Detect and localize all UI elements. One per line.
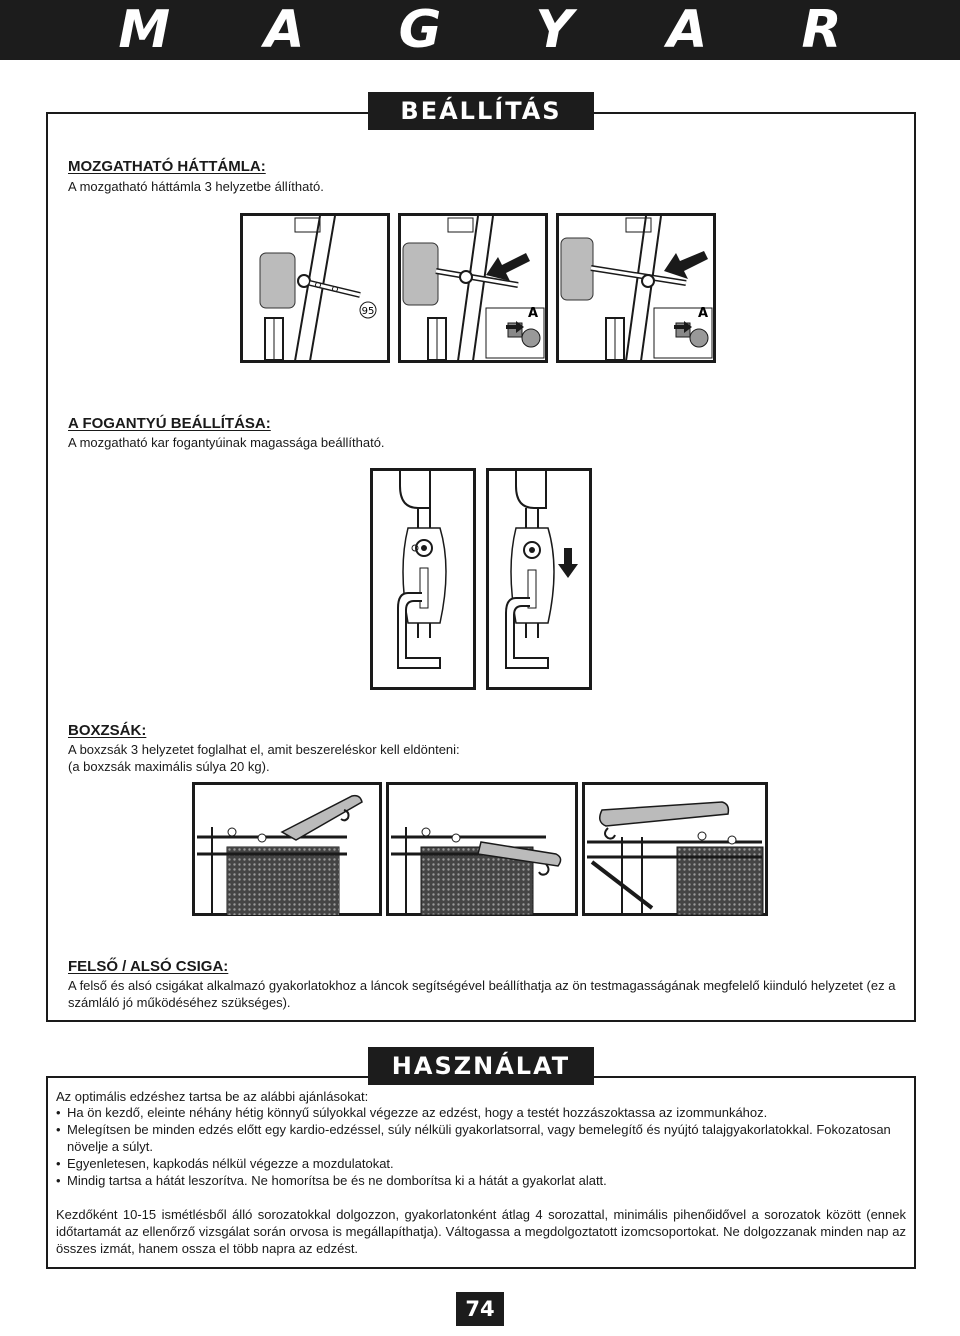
boxing-line2: (a boxzsák maximális súlya 20 kg). — [68, 759, 270, 774]
backrest-text: A mozgatható háttámla 3 helyzetbe állítható. — [68, 179, 324, 194]
usage-paragraph: Kezdőként 10-15 ismétlésből álló sorozatokkal dolgozzon, gyakorlatonként átlag 4 sorozattal, minimális pihenőidővel a sorozatok között (ennek időtartamát az ellenőrző vizsgálat során orvosa is megállapíthatja). Váltogassa a megdolgoztatott izomcsoportokat. Ne dolgozzanak minden nap az összes izmát, hanem ossza el több napra az edzést. — [56, 1207, 906, 1256]
backrest-figure-3 — [556, 213, 716, 363]
part-number-label: 95 — [361, 306, 375, 317]
usage-intro: Az optimális edzéshez tartsa be az alábbi ajánlásokat: — [56, 1089, 369, 1104]
label-a-fig3: A — [698, 306, 709, 321]
usage-bullet: • Ha ön kezdő, eleinte néhány hétig könnyű súlyokkal végezze az edzést, hogy a testét hozzászoktassa az izommunkához. — [56, 1104, 908, 1121]
boxing-figure-1 — [192, 782, 382, 916]
handle-heading: A FOGANTYÚ BEÁLLÍTÁSA: — [68, 415, 271, 432]
boxing-figure-2 — [386, 782, 578, 916]
usage-bullet: • Melegítsen be minden edzés előtt egy kardio-edzéssel, súly nélküli gyakorlatsorral, vagy bemelegítő és nyújtó talajgyakorlatokkal. Fokozatosan növelje a súlyt. — [56, 1121, 908, 1155]
backrest-figure-2 — [398, 213, 548, 363]
handle-figure-2 — [486, 468, 592, 690]
boxing-figure-3 — [582, 782, 768, 916]
backrest-figure-1 — [240, 213, 390, 363]
boxing-heading: BOXZSÁK: — [68, 722, 147, 739]
language-header — [0, 0, 960, 60]
pulley-heading: FELSŐ / ALSÓ CSIGA: — [68, 958, 229, 975]
page-number: 74 — [456, 1292, 504, 1326]
boxing-line1: A boxzsák 3 helyzetet foglalhat el, amit beszereléskor kell eldönteni: — [68, 742, 460, 757]
usage-bullet: • Egyenletesen, kapkodás nélkül végezze a mozdulatokat. — [56, 1155, 908, 1172]
pulley-text: A felső és alsó csigákat alkalmazó gyakorlatokhoz a láncok segítségével beállíthatja az ön testmagasságának megfelelő kiinduló helyzetet (ez a számláló jó működéséhez szükséges). — [68, 978, 896, 1010]
handle-text: A mozgatható kar fogantyúinak magassága beállítható. — [68, 435, 385, 450]
handle-figure-1 — [370, 468, 476, 690]
usage-bullet: • Mindig tartsa a hátát leszorítva. Ne homorítsa be és ne domborítsa ki a hátát a gyakorlat alatt. — [56, 1172, 908, 1189]
setup-tab: BEÁLLÍTÁS — [368, 92, 594, 130]
backrest-heading: MOZGATHATÓ HÁTTÁMLA: — [68, 158, 266, 175]
usage-bullet-list — [56, 1104, 908, 1189]
usage-tab: HASZNÁLAT — [368, 1047, 594, 1085]
label-a-fig2: A — [528, 306, 539, 321]
language-title: M A G Y A R — [118, 0, 880, 60]
